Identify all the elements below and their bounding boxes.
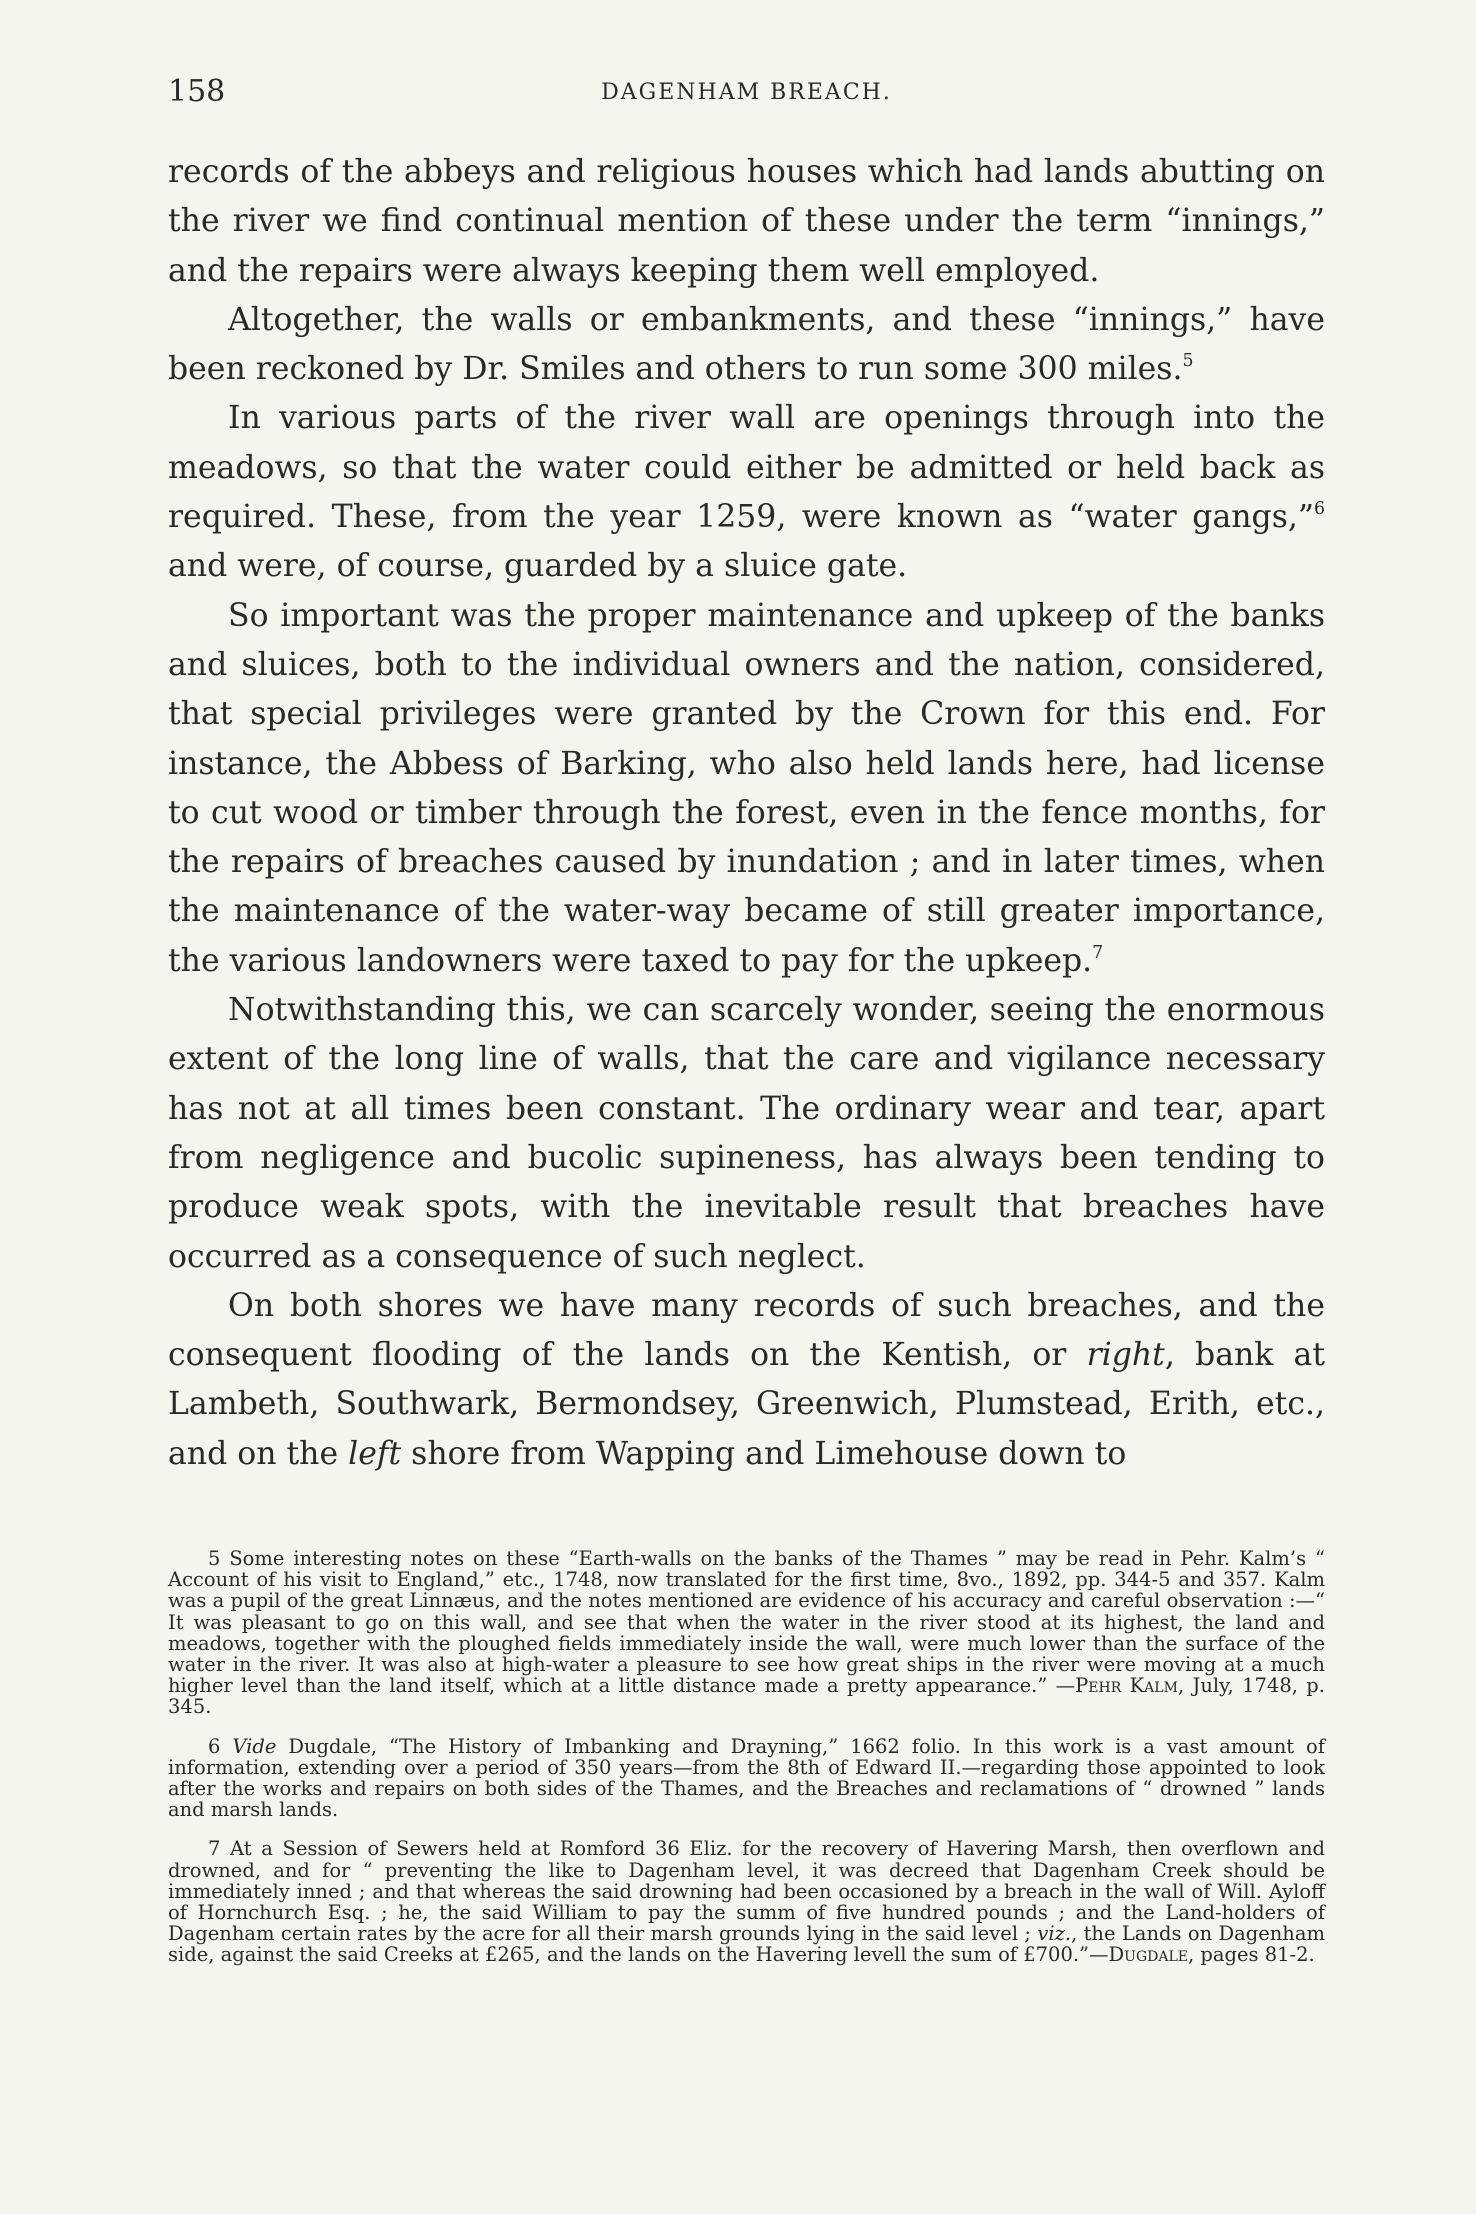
page-number: 158 <box>168 74 226 109</box>
body-text <box>168 148 1325 1479</box>
emphasis-left: left <box>348 1435 402 1472</box>
paragraph-6-text-a: On both shores we have many records of such breaches, and the consequent flooding of the lands on the Kentish, or <box>168 1287 1325 1374</box>
footnote-5-text: 5 Some interesting notes on these “Earth-walls on the banks of the Thames ” may be read in Pehr. Kalm’s “ Account of his visit to England,” etc., 1748, now translated for the first time, 8vo., 1892, pp. 344-5 and 357. Kalm was a pupil of the great Linnæus, and the notes mentioned are evidence of his accuracy and careful observation :—“ It was pleasant to go on this wall, and see that when the water in the river stood at its highest, the land and meadows, together with the ploughed fields immediately inside the wall, were much lower than the surface of the water in the river. It was also at high-water a pleasure to see how great ships in the river were moving at a much higher level than the land itself, which at a little distance made a pretty appearance.” — <box>168 1547 1325 1698</box>
paragraph-2 <box>168 296 1325 395</box>
paragraph-1: records of the abbeys and religious houses which had lands abutting on the river we find continual mention of these under the term “innings,” and the repairs were always keeping them well employed. <box>168 154 1325 289</box>
footnote-7-author: Dugdale <box>1108 1943 1188 1967</box>
paragraph-3-text-b: and were, of course, guarded by a sluice gate. <box>168 548 908 585</box>
paragraph-6-text-c: shore from Wapping and Limehouse down to <box>401 1435 1127 1472</box>
footnote-5-tail: , July, 1748, p. 345. <box>168 1674 1325 1719</box>
footnote-7-viz: viz. <box>1037 1922 1072 1946</box>
footnote-5 <box>168 1548 1325 1718</box>
footnote-ref-5: 5 <box>1182 351 1194 372</box>
footnote-7 <box>168 1838 1325 1965</box>
paragraph-4 <box>168 592 1325 986</box>
paragraph-5: Notwithstanding this, we can scarcely wonder, seeing the enormous extent of the long line of walls, that the care and vigilance necessary has not at all times been constant. The ordinary wear and tear, apart from negligence and bucolic supineness, has always been tending to produce weak spots, with the inevitable result that breaches have occurred as a consequence of such neglect. <box>168 992 1325 1275</box>
running-title: DAGENHAM BREACH. <box>601 80 892 105</box>
footnote-7-text-a: 7 At a Session of Sewers held at Romford 36 Eliz. for the recovery of Havering Marsh, then overflown and drowned, and for “ preventing the like to Dagenham level, it was decreed that Dagenham Creek should be immediately inned ; and that whereas the said drowning had been occasioned by a breach in the wall of Will. Ayloff of Hornchurch Esq. ; he, the said William to pay the summ of five hundred pounds ; and the Land-holders of Dagenham certain rates by the acre for all their marsh grounds lying in the said level ; <box>168 1837 1325 1946</box>
footnote-7-text-b: , the Lands on Dagenham side, against the said Creeks at £265, and the lands on the Havering levell the sum of £700.”— <box>168 1922 1325 1967</box>
paragraph-2-text: Altogether, the walls or embankments, and these “innings,” have been reckoned by Dr. Smiles and others to run some 300 miles. <box>168 301 1325 388</box>
footnote-6-vide: Vide <box>232 1734 277 1758</box>
paragraph-4-text: So important was the proper maintenance and upkeep of the banks and sluices, both to the individual owners and the nation, considered, that special privileges were granted by the Crown for this end. For instance, the Abbess of Barking, who also held lands here, had license to cut wood or timber through the forest, even in the fence months, for the repairs of breaches caused by inundation ; and in later times, when the maintenance of the water-way became of still greater importance, the various landowners were taxed to pay for the upkeep. <box>168 597 1325 979</box>
paragraph-6 <box>168 1282 1325 1479</box>
footnote-6-text: Dugdale, “The History of Imbanking and Drayning,” 1662 folio. In this work is a vast amount of information, extending over a period of 350 years—from the 8th of Edward II.—regarding those appointed to look after the works and repairs on both sides of the Thames, and the Breaches and reclamations of “ drowned ” lands and marsh lands. <box>168 1734 1326 1822</box>
footnotes <box>168 1548 1325 1984</box>
footnote-6 <box>168 1736 1325 1821</box>
paragraph-6-text-b: , bank at Lambeth, Southwark, Bermondsey, Greenwich, Plumstead, Erith, etc., and on the <box>168 1337 1325 1472</box>
footnote-6-number: 6 <box>208 1734 233 1758</box>
footnote-ref-7: 7 <box>1092 942 1104 963</box>
footnote-5-author: Pehr Kalm <box>1075 1674 1178 1698</box>
paragraph-3-text-a: In various parts of the river wall are openings through into the meadows, so that the water could either be admitted or held back as required. These, from the year 1259, were known as “water gangs,” <box>168 400 1325 536</box>
footnote-ref-6: 6 <box>1313 499 1325 520</box>
paragraph-3 <box>168 394 1325 591</box>
footnote-7-tail: , pages 81-2. <box>1187 1943 1315 1967</box>
emphasis-right: right <box>1086 1337 1165 1374</box>
page-header <box>168 74 1325 118</box>
